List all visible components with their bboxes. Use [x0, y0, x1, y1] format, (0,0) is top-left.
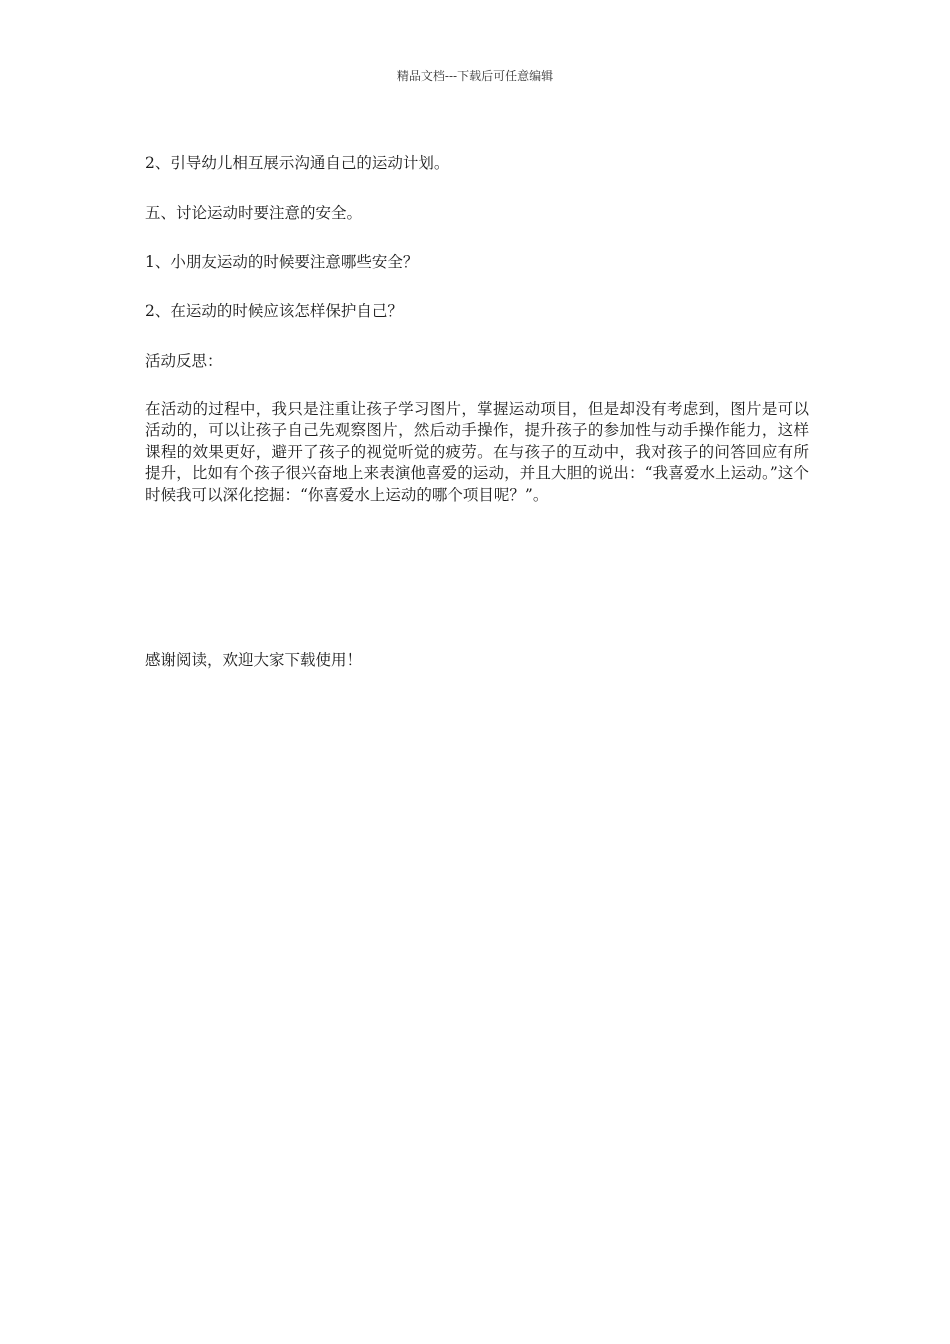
question-safety: 1、小朋友运动的时候要注意哪些安全？ — [145, 253, 419, 271]
reflection-heading: 活动反思： — [145, 352, 223, 370]
page-header: 精品文档---下载后可任意编辑 — [396, 69, 554, 83]
section-five-heading: 五、讨论运动时要注意的安全。 — [145, 204, 363, 222]
question-self-protection: 2、在运动的时候应该怎样保护自己？ — [145, 302, 403, 320]
reflection-paragraph: 在活动的过程中，我只是注重让孩子学习图片，掌握运动项目，但是却没有考虑到，图片是可以活动的，可以让孩子自己先观察图片，然后动手操作，提升孩子的参加性与动手操作能力，这样课程的效果更好，避开了孩子的视觉听觉的疲劳。在与孩子的互动中，我对孩子的问答回应有所提升，比如有个孩子很兴奋地上来表演他喜爱的运动，并且大胆的说出：“我喜爱水上运动。”这个时候我可以深化挖掘：“你喜爱水上运动的哪个项目呢？”。 — [145, 400, 809, 504]
closing-text: 感谢阅读，欢迎大家下载使用！ — [145, 651, 363, 669]
item-share-plan: 2、引导幼儿相互展示沟通自己的运动计划。 — [145, 154, 450, 172]
